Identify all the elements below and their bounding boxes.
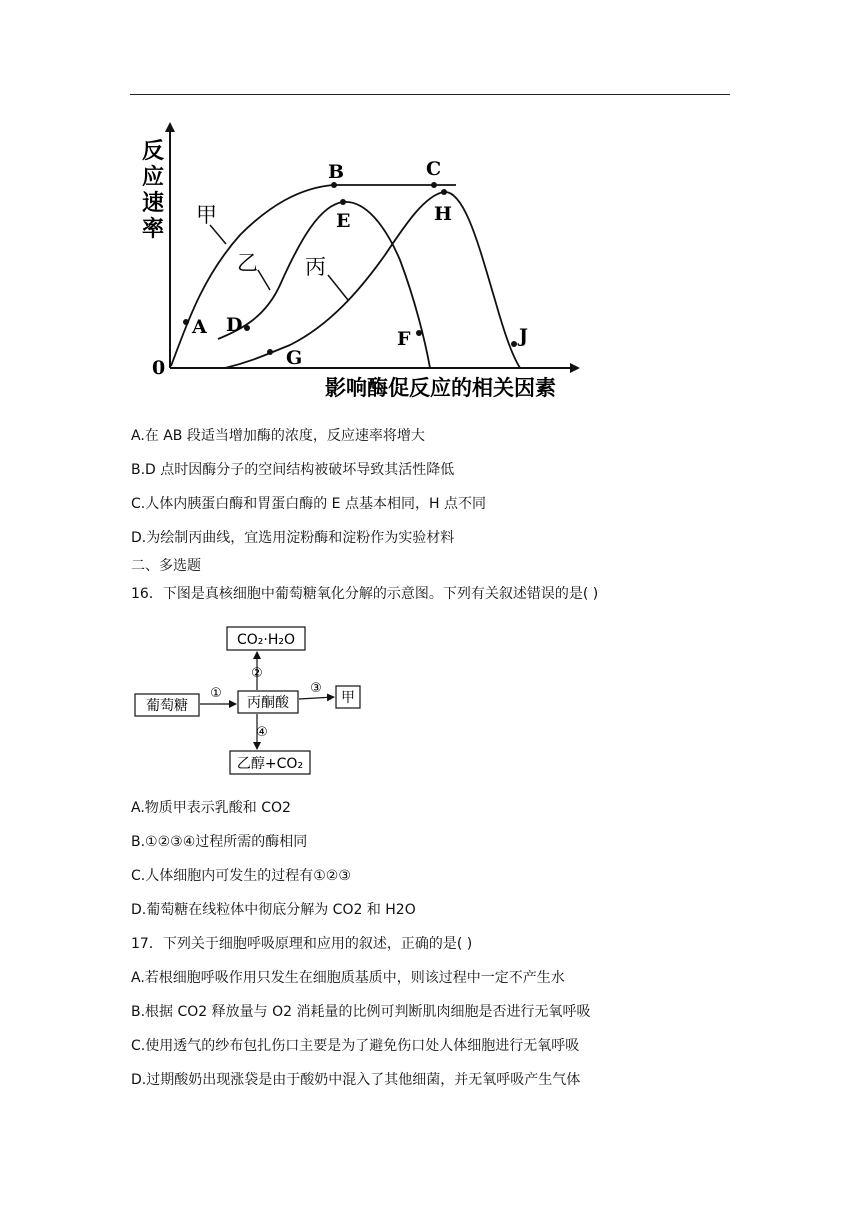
x-axis-label: 影响酶促反应的相关因素 [325,376,556,400]
label-e: E [336,210,351,232]
q17-option-a: A.若根细胞呼吸作用只发生在细胞质基质中，则该过程中一定不产生水 [131,970,565,986]
q15-option-d: D.为绘制丙曲线，宜选用淀粉酶和淀粉作为实验材料 [131,530,455,546]
q16-option-d: D.葡萄糖在线粒体中彻底分解为 CO2 和 H2O [131,902,416,918]
point-h [441,189,447,195]
pointer-jia [210,225,226,244]
q17-option-b: B.根据 CO2 释放量与 O2 消耗量的比例可判断肌肉细胞是否进行无氧呼吸 [131,1004,591,1020]
q15-option-a: A.在 AB 段适当增加酶的浓度，反应速率将增大 [131,428,425,444]
label-g: G [286,347,303,369]
point-c [431,182,437,188]
origin-label: 0 [152,357,166,379]
ethanol-text: 乙醇+CO₂ [236,756,304,772]
point-a [183,319,189,325]
q16-option-c: C.人体细胞内可发生的过程有①②③ [131,868,351,884]
label-f: F [397,328,411,350]
point-j [511,341,517,347]
q17-option-d: D.过期酸奶出现涨袋是由于酸奶中混入了其他细菌，并无氧呼吸产生气体 [131,1072,581,1088]
y-axis-label-2: 应 [142,165,165,190]
point-g [267,349,273,355]
section-title: 二、多选题 [131,558,201,574]
jia-text: 甲 [341,690,355,706]
glucose-breakdown-diagram [130,620,370,780]
label-a: A [192,316,207,338]
q16-stem: 16．下图是真核细胞中葡萄糖氧化分解的示意图。下列有关叙述错误的是( ) [131,586,599,602]
curve-label-bing: 丙 [305,255,326,279]
glucose-text: 葡萄糖 [146,698,188,714]
q16-option-b: B.①②③④过程所需的酶相同 [131,834,308,850]
pyruvate-text: 丙酮酸 [247,695,289,711]
step-2: ② [251,666,263,681]
pointer-yi [258,270,270,290]
label-d: D [226,314,243,336]
curve-label-yi: 乙 [237,251,258,275]
header-rule [130,94,730,95]
y-axis-label-1: 反 [142,139,165,164]
q15-option-b: B.D 点时因酶分子的空间结构被破坏导致其活性降低 [131,462,455,478]
arrow-3 [299,697,334,699]
label-h: H [434,203,452,225]
curve-label-jia: 甲 [196,203,217,227]
label-b: B [328,161,345,183]
point-f [416,330,422,336]
pointer-bing [328,275,348,300]
curve-bing [225,192,520,368]
label-c: C [426,158,442,180]
q17-stem: 17．下列关于细胞呼吸原理和应用的叙述，正确的是( ) [131,936,473,952]
y-axis-label-4: 率 [142,217,165,242]
y-axis-label-3: 速 [142,191,165,216]
q16-option-a: A.物质甲表示乳酸和 CO2 [131,800,291,816]
step-3: ③ [310,681,322,696]
point-d [244,325,250,331]
label-j: J [519,325,528,347]
co2-h2o-text: CO₂·H₂O [236,632,296,648]
point-e [340,199,346,205]
step-4: ④ [256,725,268,740]
step-1: ① [210,686,222,701]
q17-option-c: C.使用透气的纱布包扎伤口主要是为了避免伤口处人体细胞进行无氧呼吸 [131,1038,580,1054]
enzyme-rate-graph [130,110,600,410]
q15-option-c: C.人体内胰蛋白酶和胃蛋白酶的 E 点基本相同，H 点不同 [131,496,486,512]
